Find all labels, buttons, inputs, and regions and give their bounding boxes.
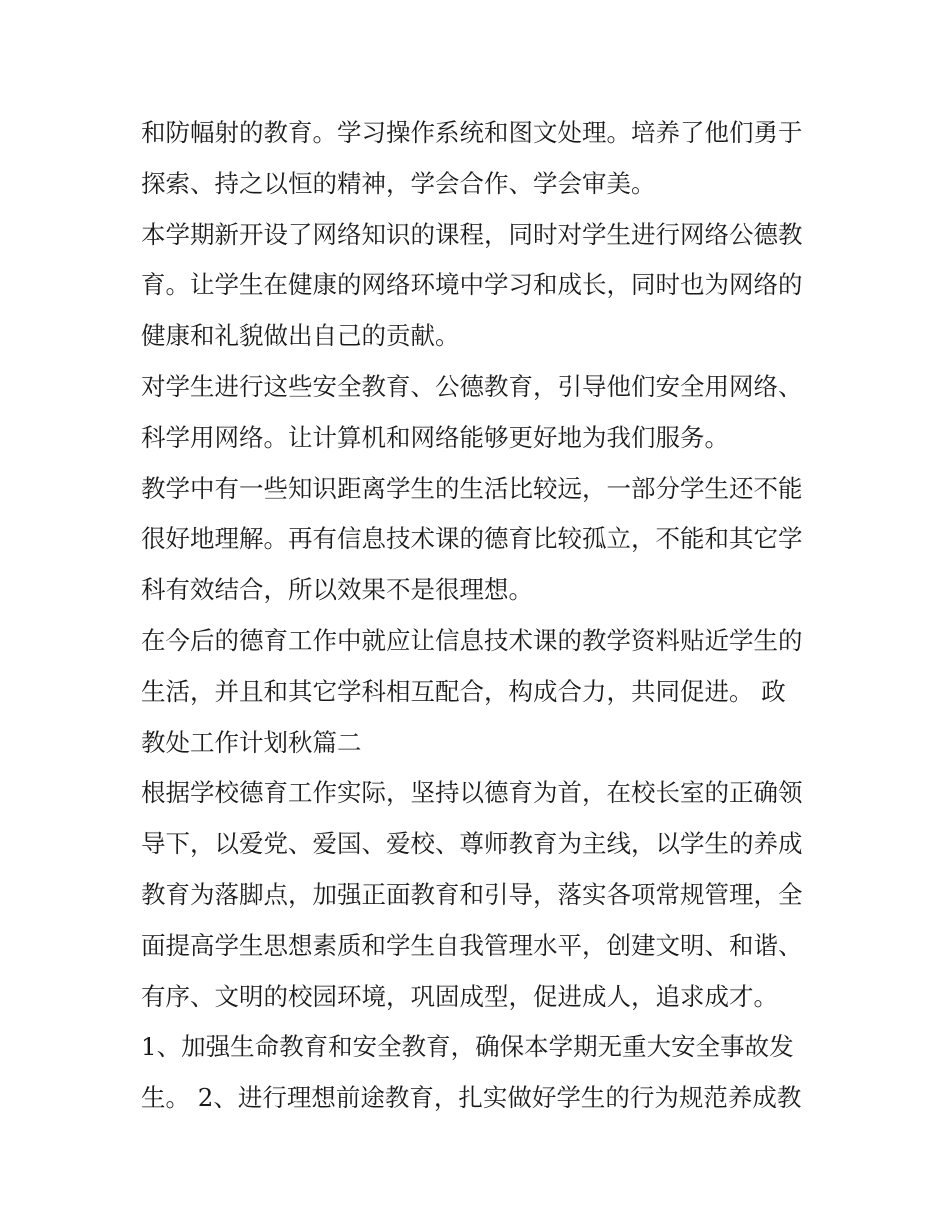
text-line: 教学中有一些知识距离学生的生活比较远，一部分学生还不能	[141, 473, 803, 503]
text-line: 生活，并且和其它学科相互配合，构成合力，共同促进。 政	[141, 676, 786, 706]
text-line: 育。让学生在健康的网络环境中学习和成长，同时也为网络的	[141, 270, 803, 300]
text-line: 根据学校德育工作实际，坚持以德育为首，在校长室的正确领	[141, 778, 803, 808]
text-line: 面提高学生思想素质和学生自我管理水平，创建文明、和谐、	[141, 930, 803, 960]
text-line: 1、加强生命教育和安全教育，确保本学期无重大安全事故发	[141, 1032, 794, 1062]
text-line: 导下，以爱党、爱国、爱校、尊师教育为主线，以学生的养成	[141, 829, 803, 859]
text-line: 科学用网络。让计算机和网络能够更好地为我们服务。	[141, 422, 729, 452]
text-line: 科有效结合，所以效果不是很理想。	[141, 575, 533, 605]
text-line: 探索、持之以恒的精神，学会合作、学会审美。	[141, 168, 656, 198]
text-line: 生。 2、进行理想前途教育，扎实做好学生的行为规范养成教	[141, 1083, 802, 1113]
text-line: 和防幅射的教育。学习操作系统和图文处理。培养了他们勇于	[141, 118, 803, 147]
text-line: 在今后的德育工作中就应让信息技术课的教学资料贴近学生的	[141, 625, 803, 655]
text-line: 很好地理解。再有信息技术课的德育比较孤立，不能和其它学	[141, 524, 803, 554]
text-line: 健康和礼貌做出自己的贡献。	[141, 321, 460, 351]
text-line: 有序、文明的校园环境，巩固成型，促进成人，追求成才。	[141, 981, 778, 1011]
text-line: 对学生进行这些安全教育、公德教育，引导他们安全用网络、	[141, 371, 803, 401]
text-line: 教处工作计划秋篇二	[141, 727, 362, 757]
body-text	[141, 108, 813, 1124]
text-line: 教育为落脚点，加强正面教育和引导，落实各项常规管理，全	[141, 879, 803, 909]
text-line: 本学期新开设了网络知识的课程，同时对学生进行网络公德教	[141, 219, 803, 249]
